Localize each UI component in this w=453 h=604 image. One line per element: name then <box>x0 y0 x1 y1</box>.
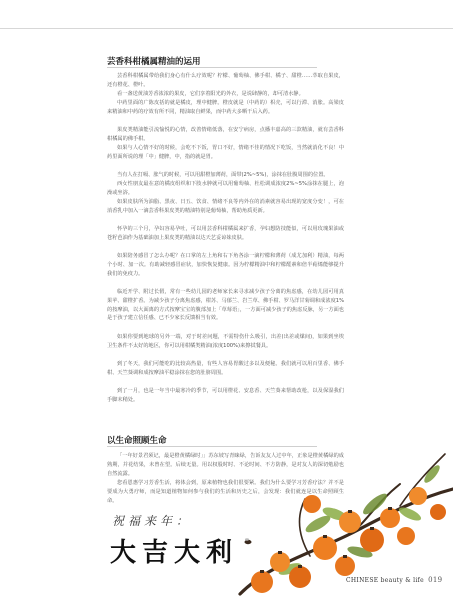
paragraph: 中药里面的广陈皮括的就是橘皮，理中健脾。橙皮就是（中药的）枳壳，可以行滞、消胀。高梁皮来精油和中药的疗效有所不同，精油取自鲜果，而中药大多晒干后入药。 <box>107 100 344 115</box>
paragraph: 怀孕的三个月，孕妇容易孕吐，可以用芸香科柑橘属来扩香，孕妇想防技能似，可以用玫瑰果油或苍籽芭油作为基础油加上果皮类的精油以达天艺妥谅妹皮肤。 <box>107 226 344 241</box>
persimmon <box>303 495 321 513</box>
persimmon <box>397 527 415 545</box>
bee-icon <box>245 538 252 544</box>
page-footer <box>346 576 442 584</box>
paragraph: 如果与人心情不好的时候，会吃不下饭，胃口不好，情绪不佳的情况下吃饭，当然就消化不良！中药里面所说的理「中」健脾，中，指的就是胃。 <box>107 145 344 160</box>
persimmon <box>380 508 400 528</box>
persimmon <box>251 571 273 593</box>
paragraph: 到了冬天，我们可能吃的比较高热量，有些人容易胃酸过多以及便秘。我们就可以用百里香、佛手柑、天竺葵调和成按摩油平稳涂抹在您的肚脐周围。 <box>107 361 344 376</box>
persimmon <box>360 528 384 552</box>
blessing-calligraphy: 大吉大利 <box>110 538 239 568</box>
top-rule <box>0 28 453 29</box>
paragraph: 如果陪务感冒了怎么办呢？在口掌的左上角和右下角各涂一滴柠檬和薄荷（成尤加利）精油，每两个小时、加一次。有助减轻感冒症状，加快恢复健康。因为柠檬精油中和柠檬醛素和倍半萜烯能够提升我们的免疫力。 <box>107 253 344 277</box>
paragraph: 您看恩惠学习芳香生活，将体会到，原来植物也我们很要紧。我们为什么要学习芳香疗法？并不是要成为大勇疗师，而是知道植物如何参与我们的生活和历史之后，会发现：我们就连是以生命照顾生命。 <box>107 480 344 504</box>
paragraph: 到了一月，也是一年当中最寒冷的季节，可以用橙花、安息香、天竺葵来帮助改枪，以及保湿我们手脚末稍处。 <box>107 388 344 403</box>
paragraph: 当有人在打嗝、胀气的时候，可以用甜橙加薄荷，面带(2%~5%)，涂抹在肚腹周围的位置。 <box>117 172 329 178</box>
persimmon <box>430 504 446 520</box>
greeting-calligraphy: 祝福来年： <box>112 514 193 528</box>
persimmon <box>335 556 355 576</box>
footer-brand: CHINESE beauty & life <box>346 577 424 584</box>
section-title-citrus: 芸香科柑橘属精油的运用 <box>107 57 201 67</box>
page-number: 019 <box>428 576 443 584</box>
paragraph: 「一年好景君须记，最是橙黄橘绿时」」苏东坡写青睐绿，告诉友友人过中年，正象是橙黄橘绿的成熟期，并花结果，未曾在望。后续无量。用以权股时时、不论时间、不方防静，是对友人的深切勉励也自然流露。 <box>107 453 344 477</box>
title-underline <box>107 67 317 68</box>
paragraph: 果皮类精油能引流愉悦的心情，改善情绪低落，在安宁病房，点播丰嘉高的三款精油，就有芸香科柑橘属的佛手柑。 <box>107 127 344 142</box>
persimmon <box>289 566 311 588</box>
section-title-life: 以生命照顾生命 <box>107 436 167 446</box>
paragraph: 看一盏送黄油芳香浓浓的果皮，它们享着阳光的外衣，是说肆静的，却可清水静。 <box>117 91 304 97</box>
paragraph: 芸香科柑橘属带给我们身心有什么疗效呢？柠檬、葡萄柚、佛手柑、橘子、甜橙……萃取自果皮，还有橙花、橙叶。 <box>107 73 344 88</box>
persimmon <box>339 511 361 533</box>
paragraph: 如果皮肤所为油脂、黑夜、日五、饮食、情绪不良等内外在的消素就容易出现的宽度分变！，可在消香乳中加入一滴芸香科果皮类的精油特别是葡萄柚，帮助角质更新。 <box>107 199 344 214</box>
paragraph: 如果你要到地球的另外一端，对于时差问题，不需特伤什么吸引，出差(出差或煤间)，如果到坐埃卫生条件不太好的地区，你可以用柑橘类精油(浓度100%)来擦拭餐具。 <box>107 334 344 349</box>
persimmon <box>409 487 427 505</box>
paragraph: 临近开学、附过长假，常有一些幼儿园的老师家长来寻求减少孩子分离的焦虑感，在幼儿园可用真果苹、甜橙扩香。为减少孩子分离焦虑感，柑苏、马郁兰、岩兰草、佛手柑、罗马洋甘菊调和成浓度1%的按摩油，以大面离的方式按摩宝宝的腹部加上「草莓语」，一方面可减少孩子的焦虑反脉，另一方面也是于孩子建立信任感、已不少家长反馈相当有效。 <box>107 289 344 322</box>
persimmon <box>313 536 337 560</box>
paragraph: 西女性朋友最在意的橘皮组织和下肢水肿就可以用葡萄柚、杜松调成浓度2%~5%涂抹在腿上，泡澡或坐浴。 <box>107 181 344 196</box>
persimmon <box>270 552 290 572</box>
